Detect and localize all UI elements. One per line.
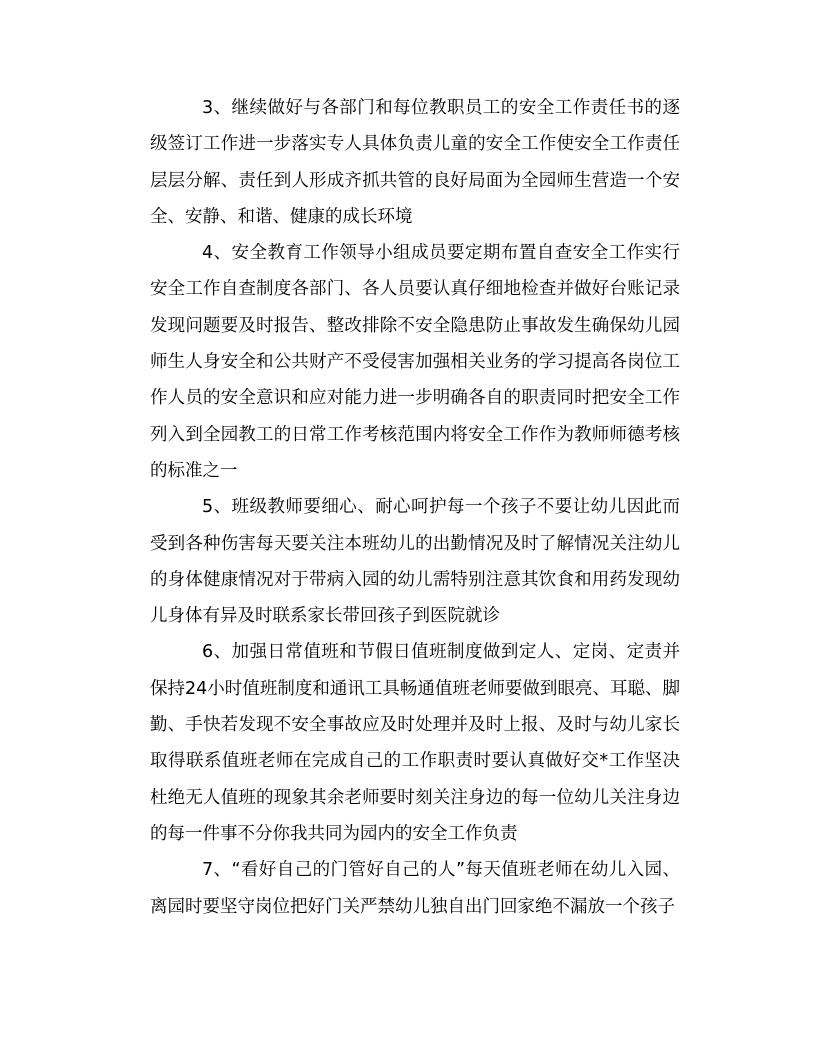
paragraph-item-7: 7、“看好自己的门管好自己的人”每天值班老师在幼儿入园、离园时要坚守岗位把好门关严禁幼儿独自出门回家绝不漏放一个孩子 [150, 860, 680, 917]
paragraph-item-3: 3、继续做好与各部门和每位教职员工的安全工作责任书的逐级签订工作进一步落实专人具体负责儿童的安全工作使安全工作责任层层分解、责任到人形成齐抓共管的良好局面为全园师生营造一个安全、安静、和谐、健康的成长环境 [150, 98, 680, 227]
paragraph-item-6: 6、加强日常值班和节假日值班制度做到定人、定岗、定责并保持24小时值班制度和通讯工具畅通值班老师要做到眼亮、耳聪、脚勤、手快若发现不安全事故应及时处理并及时上报、及时与幼儿家长取得联系值班老师在完成自己的工作职责时要认真做好交*工作坚决杜绝无人值班的现象其余老师要时刻关注身边的每一位幼儿关注身边的每一件事不分你我共同为园内的安全工作负责 [150, 642, 680, 844]
paragraph-item-5: 5、班级教师要细心、耐心呵护每一个孩子不要让幼儿因此而受到各种伤害每天要关注本班幼儿的出勤情况及时了解情况关注幼儿的身体健康情况对于带病入园的幼儿需特别注意其饮食和用药发现幼儿身体有异及时联系家长带回孩子到医院就诊 [150, 497, 680, 627]
document-body [150, 90, 680, 925]
paragraph-item-4: 4、安全教育工作领导小组成员要定期布置自查安全工作实行安全工作自查制度各部门、各人员要认真仔细地检查并做好台账记录发现问题要及时报告、整改排除不安全隐患防止事故发生确保幼儿园师生人身安全和公共财产不受侵害加强相关业务的学习提高各岗位工作人员的安全意识和应对能力进一步明确各自的职责同时把安全工作列入到全园教工的日常工作考核范围内将安全工作作为教师师德考核的标准之一 [150, 243, 680, 481]
